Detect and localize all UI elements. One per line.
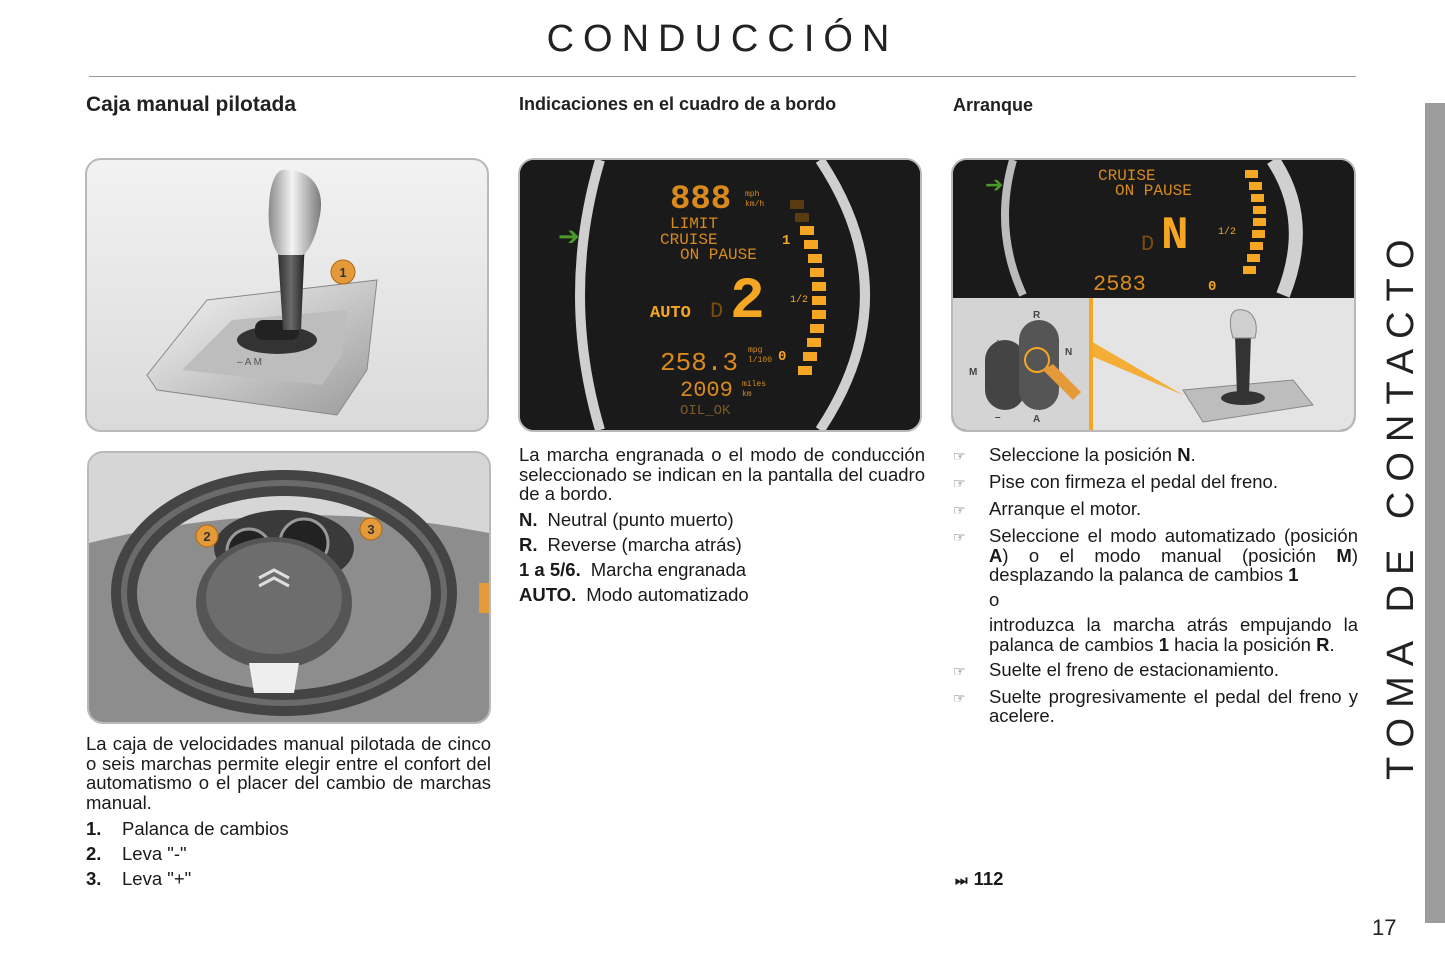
step-item: [953, 499, 1358, 521]
gear-lever-illustration: [85, 158, 489, 432]
pointing-hand-icon: ☞: [953, 529, 966, 545]
display-auto: AUTO: [650, 304, 691, 323]
svg-text:– A M: – A M: [237, 357, 263, 368]
steering-wheel-illustration: [87, 451, 491, 724]
heading-arranque: Arranque: [953, 95, 1034, 115]
mode-key: N.: [519, 509, 538, 530]
step-text: hacia la posición: [1169, 633, 1317, 655]
legend-number: 1.: [86, 818, 102, 839]
callout-3: 3: [367, 522, 375, 537]
mode-list: [519, 507, 749, 607]
chapter-label: TOMA DE CONTACTO: [1380, 229, 1422, 781]
display-oil: OIL_OK: [680, 403, 731, 419]
pointing-hand-icon: ☞: [953, 662, 966, 679]
step-bold: N: [1177, 444, 1191, 465]
mode-key: AUTO.: [519, 584, 577, 605]
skip-forward-icon: ⏭: [955, 872, 968, 888]
step-item: [953, 687, 1358, 726]
page-number: 17: [1372, 915, 1397, 940]
mode-key: R.: [519, 534, 538, 555]
step-text: Seleccione el modo automatizado (posición: [989, 525, 1358, 546]
step-item: [953, 445, 1358, 467]
gauge-bottom-label: 0: [778, 349, 787, 365]
mode-text: Modo automatizado: [586, 584, 749, 605]
heading-indicaciones: Indicaciones en el cuadro de a bordo: [519, 94, 837, 114]
step-bold: A: [989, 544, 1003, 566]
heading-caja-manual: Caja manual pilotada: [86, 93, 297, 116]
gate-minus: –: [995, 412, 1001, 423]
step-item: [953, 472, 1358, 494]
callout-2: 2: [203, 529, 211, 544]
gauge-top-label: 1: [782, 233, 791, 249]
gate-n: N: [1065, 347, 1073, 358]
display-odometer: 2009: [680, 378, 733, 403]
pointing-hand-icon: ☞: [953, 689, 966, 706]
mode-text: Neutral (punto muerto): [547, 509, 734, 530]
display-mode: D: [710, 299, 724, 324]
pointing-hand-icon: ☞: [953, 448, 966, 464]
gate-m: M: [969, 367, 978, 378]
display-limit: LIMIT: [670, 215, 719, 233]
arranque-gauge-bottom: 0: [1208, 279, 1217, 295]
display-gear: 2: [730, 270, 765, 335]
arranque-half: 1/2: [1218, 227, 1237, 238]
display-cruise: CRUISE: [660, 231, 718, 249]
step-bold: M: [1336, 544, 1352, 566]
step-bold: 1: [1288, 564, 1299, 585]
display-mpg-top: mpg: [748, 346, 763, 355]
arranque-odometer: 2583: [1093, 272, 1146, 297]
reverse-instruction: [989, 615, 1358, 654]
intro-paragraph: La caja de velocidades manual pilotada de cinco o seis marchas permite elegir entre el confort del automatismo o el placer del cambio de marchas manual.: [86, 733, 491, 813]
display-half: 1/2: [790, 295, 809, 306]
step-text: Seleccione la posición: [989, 444, 1178, 465]
arranque-mode: D: [1141, 232, 1155, 257]
mode-text: Marcha engranada: [590, 559, 747, 580]
legend-item: [86, 841, 289, 866]
instrument-display-illustration: [518, 158, 922, 432]
legend-text: Leva "+": [122, 868, 192, 889]
page-reference[interactable]: [955, 868, 1003, 890]
legend-item: [86, 816, 289, 841]
gate-a: A: [1033, 414, 1041, 425]
arranque-gear: N: [1161, 210, 1189, 262]
mode-item: [519, 507, 749, 532]
step-text: Arranque el motor.: [989, 498, 1142, 519]
step-bold: R: [1316, 633, 1330, 655]
display-speed-unit-bottom: km/h: [745, 200, 765, 209]
mode-key: 1 a 5/6.: [519, 559, 581, 580]
display-speed-unit-top: mph: [745, 190, 760, 199]
legend-item: [86, 866, 289, 891]
mode-item: [519, 557, 749, 582]
mode-item: [519, 532, 749, 557]
mode-text: Reverse (marcha atrás): [547, 534, 742, 555]
step-text: .: [1190, 444, 1196, 465]
legend-list: [86, 816, 289, 891]
mode-item: [519, 582, 749, 607]
step-item: [953, 660, 1358, 682]
step-text: Suelte progresivamente el pedal del freno y acelere.: [989, 685, 1358, 726]
svg-text:➔: ➔: [985, 172, 1004, 197]
legend-text: Leva "-": [122, 843, 187, 864]
callout-1: 1: [339, 265, 347, 280]
or-word: o: [989, 589, 1000, 610]
step-text: ) o el modo manual (posición: [1002, 544, 1337, 566]
step-text: Pise con firmeza el pedal del freno.: [989, 471, 1278, 492]
step-item: [953, 526, 1358, 585]
legend-text: Palanca de cambios: [122, 818, 289, 839]
display-paragraph: La marcha engranada o el modo de conducción seleccionado se indican en la pantalla del cuadro de a bordo.: [519, 444, 925, 504]
starting-illustration: [951, 158, 1356, 432]
starting-steps: [953, 445, 1358, 731]
step-bold: 1: [1158, 633, 1169, 655]
step-text: Suelte el freno de estacionamiento.: [989, 658, 1280, 680]
step-text: .: [1329, 633, 1335, 655]
gate-plus: +: [995, 338, 1001, 349]
display-speed: 888: [670, 181, 732, 219]
title-rule: [89, 76, 1356, 77]
gate-r: R: [1033, 310, 1041, 321]
display-on-pause: ON PAUSE: [680, 246, 757, 264]
display-mpg-bottom: l/100: [748, 356, 773, 365]
page-title: CONDUCCIÓN: [546, 18, 899, 60]
arranque-cruise: CRUISE: [1098, 167, 1156, 185]
step-text: ) desplazando la palanca de cambios: [989, 544, 1358, 585]
chapter-tab: [1425, 103, 1445, 923]
step-text: introduzca la marcha atrás empujando la palanca de cambios: [989, 614, 1358, 655]
display-odo-bottom: km: [742, 390, 752, 399]
legend-number: 2.: [86, 843, 102, 864]
arranque-on-pause: ON PAUSE: [1115, 182, 1192, 200]
reference-page: 112: [973, 868, 1004, 889]
pointing-hand-icon: ☞: [953, 502, 966, 518]
legend-number: 3.: [86, 868, 102, 889]
svg-text:➔: ➔: [558, 221, 580, 251]
display-consumption: 258.3: [660, 348, 739, 378]
pointing-hand-icon: ☞: [953, 475, 966, 491]
display-odo-top: miles: [742, 380, 767, 389]
